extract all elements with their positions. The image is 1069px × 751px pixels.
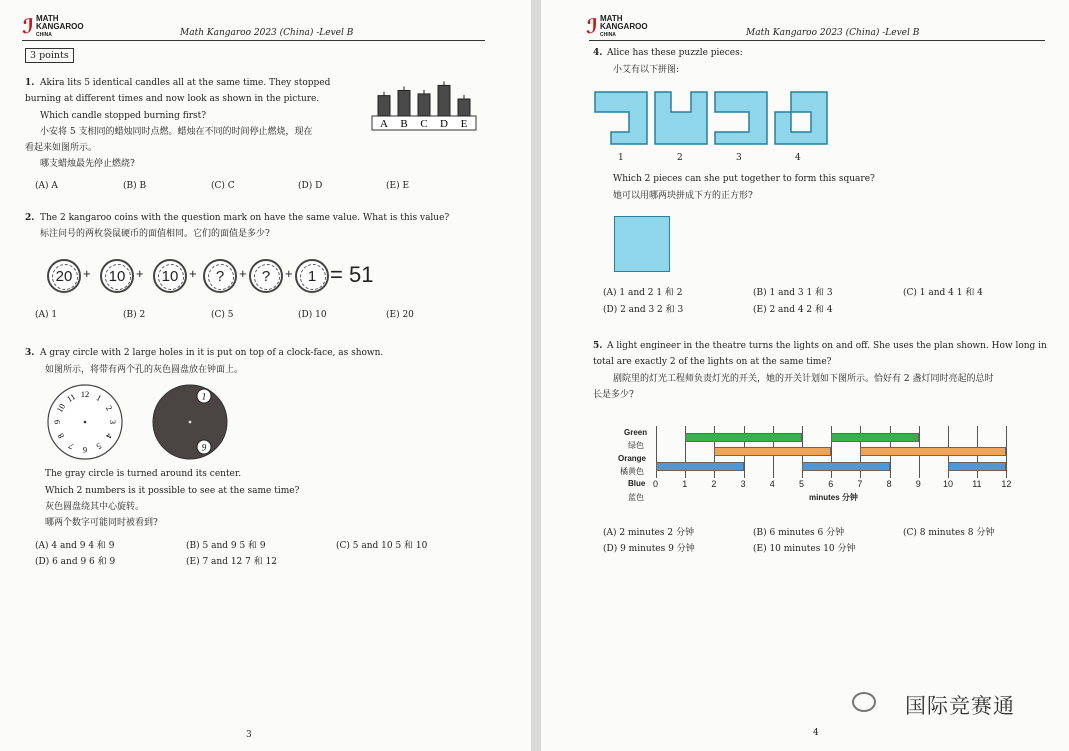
x-tick-label: 8: [886, 479, 892, 489]
answer-option-e[interactable]: (E) 2 and 4 2 和 4: [753, 305, 833, 315]
candle-label: A: [380, 118, 388, 130]
candle-c: [418, 94, 430, 116]
question-text: total are exactly 2 of the lights on at the same time?: [593, 357, 832, 367]
target-square: [614, 216, 670, 272]
header-title: Math Kangaroo 2023 (China) -Level B: [180, 28, 354, 38]
question-text-cn: 标注问号的两枚袋鼠硬币的面值相同。它们的面值是多少?: [40, 229, 270, 239]
x-tick-label: 10: [943, 479, 954, 489]
timeline-bar-blue: [948, 462, 1006, 471]
question-text-cn: 灰色圆盘绕其中心旋转。: [45, 502, 145, 512]
x-tick-label: 9: [915, 479, 921, 489]
kangaroo-coin-question: [203, 259, 237, 293]
question-text: Which 2 pieces can she put together to form this square?: [613, 174, 875, 184]
page-4: [541, 0, 1069, 751]
kangaroo-logo-icon: ℐ: [22, 14, 34, 38]
question-text-cn: 看起来如图所示。: [25, 143, 98, 153]
question-number: 1.: [25, 78, 35, 88]
answer-option-b[interactable]: (B) 1 and 3 1 和 3: [753, 288, 833, 298]
question-text: burning at different times and now look as shown in the picture.: [25, 94, 320, 104]
answer-option-b[interactable]: (B) 6 minutes 6 分钟: [753, 528, 845, 538]
question-text-cn: 长是多少?: [593, 390, 634, 400]
answer-option-c[interactable]: (C) C: [211, 181, 235, 191]
kangaroo-coin: [100, 259, 134, 293]
question-text-cn: 小艾有以下拼图:: [613, 65, 680, 75]
x-tick-label: 2: [711, 479, 717, 489]
puzzle-piece-3: [715, 92, 767, 144]
coin-value: 10: [161, 268, 179, 285]
coin-value: 20: [55, 268, 73, 285]
answer-option-b[interactable]: (B) B: [123, 181, 147, 191]
answer-option-c[interactable]: (C) 1 and 4 1 和 4: [903, 288, 983, 298]
answer-option-d[interactable]: (D) 9 minutes 9 分钟: [603, 544, 695, 554]
clock-number: 1: [94, 392, 104, 404]
candle-label: D: [440, 118, 448, 130]
x-tick-label: 1: [682, 479, 688, 489]
clock-number: 2: [103, 403, 115, 413]
clock-face: [44, 381, 126, 463]
plus-sign: +: [83, 266, 91, 281]
page-number: 4: [813, 728, 819, 738]
question-text-cn: 哪支蜡烛最先停止燃烧?: [40, 159, 135, 169]
timeline-bar-blue: [802, 462, 890, 471]
kangaroo-logo-icon: ℐ: [586, 14, 598, 38]
logo-text-math: MATH: [600, 14, 623, 23]
header-rule: [589, 40, 1045, 41]
kangaroo-coin-question: [249, 259, 283, 293]
answer-option-a[interactable]: (A) A: [35, 181, 58, 191]
timeline-bar-green: [685, 433, 802, 442]
candle-label: E: [460, 118, 468, 130]
candle-e: [458, 99, 470, 116]
math-kangaroo-logo: [22, 14, 102, 40]
candles-figure: [370, 78, 478, 132]
coin-value: ?: [261, 268, 271, 285]
x-tick-label: 4: [769, 479, 775, 489]
question-number: 5.: [593, 341, 603, 351]
clock-number: 3: [108, 419, 118, 425]
question-text: The 2 kangaroo coins with the question mark on have the same value. What is this value?: [40, 213, 450, 223]
wechat-icon: [852, 692, 876, 712]
piece-label: 1: [618, 153, 624, 163]
light-plan-chart: [581, 420, 1061, 510]
watermark-text: 国际竞赛通: [905, 694, 1015, 718]
logo-text-kangaroo: KANGAROO: [600, 22, 648, 31]
x-tick-label: 11: [972, 479, 982, 489]
candle-b: [398, 91, 410, 117]
question-text-cn: 她可以用哪两块拼成下方的正方形?: [613, 191, 753, 201]
answer-option-c[interactable]: (C) 5 and 10 5 和 10: [336, 541, 428, 551]
series-label-orange: Orange: [618, 454, 647, 463]
series-label-orange-cn: 橘黄色: [620, 467, 644, 476]
answer-option-a[interactable]: (A) 1: [35, 310, 58, 320]
hole-number: 9: [201, 442, 207, 453]
x-tick-label: 7: [857, 479, 863, 489]
timeline-bar-blue: [656, 462, 744, 471]
candle-d: [438, 85, 450, 116]
x-tick-label: 5: [799, 479, 805, 489]
coin-value: 10: [108, 268, 126, 285]
clock-number: 5: [94, 440, 104, 452]
question-text-cn: 小安将 5 支相同的蜡烛同时点燃。蜡烛在不同的时间停止燃烧，现在: [40, 127, 313, 137]
gridline: [1006, 426, 1007, 478]
question-number: 3.: [25, 348, 35, 358]
question-text: A light engineer in the theatre turns the lights on and off. She uses the plan shown. How long in: [607, 341, 1047, 351]
answer-option-e[interactable]: (E) E: [386, 181, 410, 191]
clock-number: 9: [52, 419, 62, 425]
series-label-green: Green: [624, 428, 648, 437]
section-label: 3 points: [25, 48, 74, 63]
answer-option-e[interactable]: (E) 10 minutes 10 分钟: [753, 544, 856, 554]
plus-sign: +: [136, 266, 144, 281]
math-kangaroo-logo: [586, 14, 666, 40]
question-text: A gray circle with 2 large holes in it is put on top of a clock-face, as shown.: [40, 348, 384, 358]
logo-text-china: CHINA: [600, 32, 616, 38]
coin-value: 1: [307, 268, 317, 285]
clock-number: 6: [82, 445, 88, 455]
answer-option-d[interactable]: (D) D: [298, 181, 323, 191]
plus-sign: +: [239, 266, 247, 281]
header-rule: [22, 40, 485, 41]
question-text-cn: 剧院里的灯光工程师负责灯光的开关，她的开关计划如下图所示。恰好有 2 盏灯同时亮起的总时: [613, 374, 994, 384]
coin-value: ?: [215, 268, 225, 285]
answer-option-c[interactable]: (C) 5: [211, 310, 234, 320]
logo-text-china: CHINA: [36, 32, 52, 38]
question-text: The gray circle is turned around its center.: [45, 469, 242, 479]
answer-option-b[interactable]: (B) 2: [123, 310, 146, 320]
series-label-blue-cn: 蓝色: [628, 493, 644, 502]
candle-label: C: [420, 118, 428, 130]
clock-number: 7: [66, 440, 76, 452]
clock-number: 11: [64, 391, 78, 405]
puzzle-piece-4: [775, 92, 827, 144]
candle-label: B: [400, 118, 408, 130]
puzzle-piece-1: [595, 92, 647, 144]
timeline-bar-orange: [714, 447, 831, 456]
kangaroo-coin: [295, 259, 329, 293]
equation-result: = 51: [330, 262, 374, 287]
answer-option-c[interactable]: (C) 8 minutes 8 分钟: [903, 528, 995, 538]
x-tick-label: 3: [740, 479, 746, 489]
answer-option-a[interactable]: (A) 2 minutes 2 分钟: [603, 528, 694, 538]
hole-number: 1: [201, 391, 207, 402]
page-3: [0, 0, 531, 751]
logo-text-kangaroo: KANGAROO: [36, 22, 84, 31]
piece-label: 4: [795, 153, 801, 163]
series-label-green-cn: 绿色: [628, 441, 644, 450]
answer-option-e[interactable]: (E) 7 and 12 7 和 12: [186, 557, 278, 567]
answer-option-d[interactable]: (D) 6 and 9 6 和 9: [35, 557, 116, 567]
piece-label: 3: [736, 153, 742, 163]
answer-option-e[interactable]: (E) 20: [386, 310, 414, 320]
timeline-bar-orange: [860, 447, 1006, 456]
x-axis-label: minutes 分钟: [809, 493, 858, 502]
question-text-cn: 哪两个数字可能同时被看到?: [45, 518, 158, 528]
question-text: Which 2 numbers is it possible to see at the same time?: [45, 486, 300, 496]
kangaroo-coin: [47, 259, 81, 293]
kangaroo-coin: [153, 259, 187, 293]
puzzle-piece-2: [655, 92, 707, 144]
question-text: Alice has these puzzle pieces:: [607, 48, 743, 58]
gray-disc: [150, 381, 232, 463]
timeline-bar-green: [831, 433, 919, 442]
x-tick-label: 6: [828, 479, 834, 489]
question-number: 2.: [25, 213, 35, 223]
header-title: Math Kangaroo 2023 (China) -Level B: [746, 28, 920, 38]
piece-label: 2: [677, 153, 683, 163]
clock-number: 8: [55, 431, 67, 441]
plus-sign: +: [285, 266, 293, 281]
question-text: Which candle stopped burning first?: [40, 111, 207, 121]
page-number: 3: [246, 730, 252, 740]
answer-option-a[interactable]: (A) 1 and 2 1 和 2: [603, 288, 683, 298]
question-text-cn: 如图所示，将带有两个孔的灰色圆盘放在钟面上。: [45, 365, 244, 375]
question-number: 4.: [593, 48, 603, 58]
answer-option-b[interactable]: (B) 5 and 9 5 和 9: [186, 541, 266, 551]
clock-number: 4: [103, 431, 115, 441]
x-tick-label: 12: [1001, 479, 1012, 489]
logo-text-math: MATH: [36, 14, 59, 23]
series-label-blue: Blue: [628, 479, 646, 488]
answer-option-d[interactable]: (D) 2 and 3 2 和 3: [603, 305, 684, 315]
candle-a: [378, 96, 390, 116]
clock-number: 10: [54, 401, 68, 415]
answer-option-a[interactable]: (A) 4 and 9 4 和 9: [35, 541, 115, 551]
clock-number: 12: [80, 389, 90, 399]
question-text: Akira lits 5 identical candles all at the same time. They stopped: [40, 78, 331, 88]
plus-sign: +: [189, 266, 197, 281]
x-tick-label: 0: [653, 479, 659, 489]
answer-option-d[interactable]: (D) 10: [298, 310, 327, 320]
